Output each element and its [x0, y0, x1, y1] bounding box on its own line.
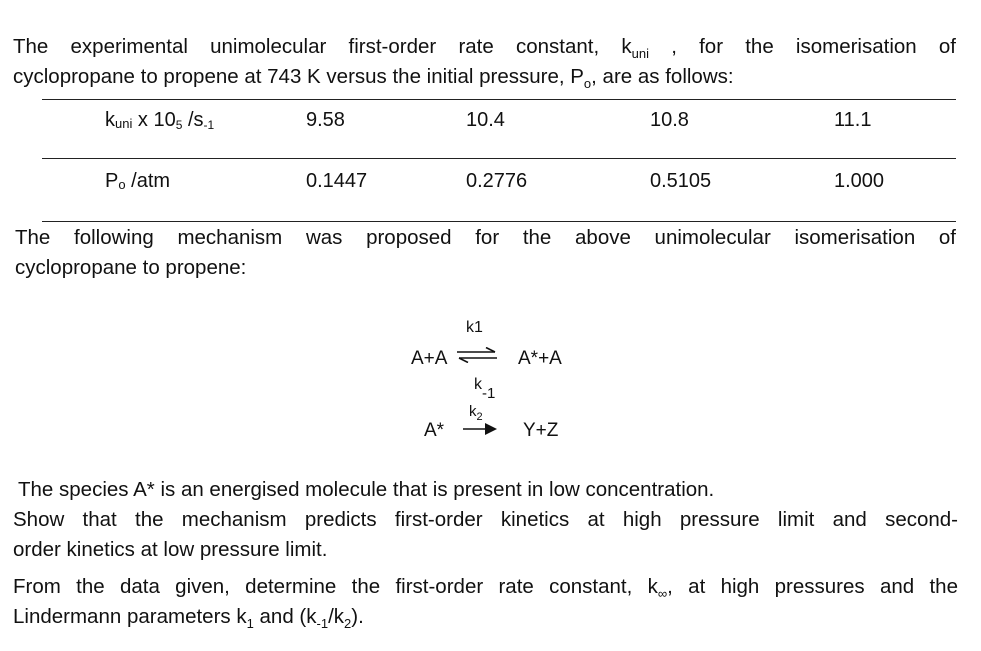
pressure-value-1: 0.1447: [306, 170, 368, 192]
table-middle-rule: [42, 158, 956, 159]
kuni-value-4: 11.1: [834, 109, 872, 131]
table-top-rule: [42, 99, 956, 100]
show-paragraph: [13, 505, 958, 565]
pressure-value-2: 0.2776: [466, 170, 528, 192]
mechanism-intro-line-2: cyclopropane to propene:: [15, 256, 247, 279]
determine-paragraph: [13, 572, 958, 632]
mechanism-intro-line-1: The following mechanism was proposed for the above unimolecular isomerisation of: [15, 226, 956, 249]
k-minus-1-label: k-1: [474, 376, 496, 402]
species-note: The species A* is an energised molecule that is present in low concentration.: [18, 478, 715, 501]
show-line-2: order kinetics at low pressure limit.: [13, 538, 328, 561]
reactant-a-star: A*: [424, 420, 445, 441]
reactant-a-plus-a: A+A: [411, 348, 448, 369]
equilibrium-arrows-icon: [455, 347, 499, 363]
determine-line-2: Lindermann parameters $k_1$ and $(k_{-1}/k_2)$.: [13, 605, 364, 632]
k1-label: k1: [466, 319, 483, 336]
intro-line-2: cyclopropane to propene at 743 K versus the initial pressure, $P_o$, are as follows:: [13, 65, 734, 92]
mechanism-intro-paragraph: [15, 223, 956, 283]
row-header-pressure: Po /atm: [105, 170, 171, 192]
show-line-1: Show that the mechanism predicts first-order kinetics at high pressure limit and second-: [13, 508, 958, 531]
pressure-value-3: 0.5105: [650, 170, 712, 192]
table-bottom-rule: [42, 221, 956, 222]
product-a-star-plus-a: A*+A: [518, 348, 562, 369]
k2-label: $k_2$: [469, 403, 483, 423]
kuni-value-1: 9.58: [306, 109, 345, 131]
forward-arrow-icon: [463, 422, 499, 436]
row-header-kuni: kuni x 105 /s-1: [105, 109, 215, 132]
intro-paragraph: [13, 32, 956, 92]
kuni-value-2: 10.4: [466, 109, 505, 131]
pressure-value-4: 1.000: [834, 170, 885, 192]
determine-line-1: From the data given, determine the first-order rate constant, $k_\infty$, at high pressures and the: [13, 575, 958, 602]
product-y-plus-z: Y+Z: [523, 420, 559, 441]
kuni-value-3: 10.8: [650, 109, 689, 131]
intro-line-1: The experimental unimolecular first-order rate constant, $k_{uni}$ , for the isomerisation of: [13, 35, 956, 62]
